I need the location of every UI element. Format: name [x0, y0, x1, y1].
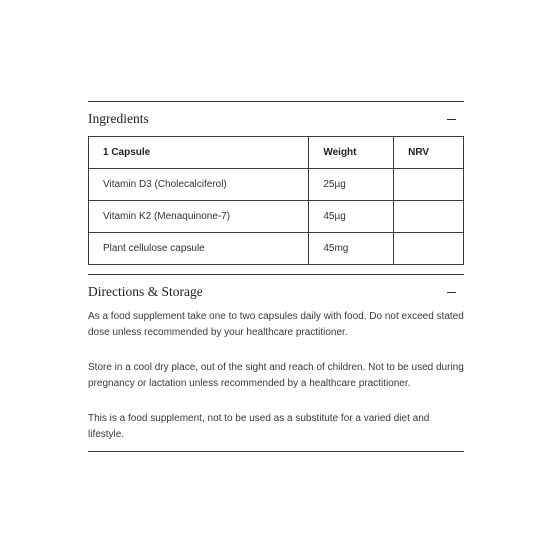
table-row [89, 169, 464, 201]
bottom-divider [88, 451, 464, 452]
ingredients-title: Ingredients [88, 111, 149, 126]
ingredient-weight: 45mg [309, 233, 394, 265]
ingredients-table [88, 136, 464, 265]
table-row [89, 201, 464, 233]
column-header-weight: Weight [309, 137, 394, 169]
ingredient-nrv [394, 233, 464, 265]
storage-paragraph: Store in a cool dry place, out of the sight and reach of children. Not to be used during pregnancy or lactation unless recommended by a healthcare practitioner. [88, 362, 464, 389]
minus-icon[interactable] [447, 292, 456, 293]
ingredient-nrv [394, 169, 464, 201]
product-info-accordion [88, 101, 464, 452]
directions-body [88, 309, 464, 451]
ingredient-weight: 25µg [309, 169, 394, 201]
ingredient-nrv [394, 201, 464, 233]
table-header-row [89, 137, 464, 169]
minus-icon[interactable] [447, 119, 456, 120]
directions-title: Directions & Storage [88, 284, 203, 299]
table-row [89, 233, 464, 265]
directions-paragraph: As a food supplement take one to two capsules daily with food. Do not exceed stated dose unless recommended by your healthcare practitioner. [88, 311, 464, 338]
column-header-nrv: NRV [394, 137, 464, 169]
directions-header[interactable] [88, 275, 464, 309]
ingredient-name: Vitamin D3 (Cholecalciferol) [89, 169, 309, 201]
directions-section [88, 275, 464, 451]
ingredients-header[interactable] [88, 102, 464, 136]
ingredient-name: Vitamin K2 (Menaquinone-7) [89, 201, 309, 233]
ingredient-name: Plant cellulose capsule [89, 233, 309, 265]
disclaimer-paragraph: This is a food supplement, not to be used as a substitute for a varied diet and lifestyle. [88, 413, 430, 440]
ingredient-weight: 45µg [309, 201, 394, 233]
ingredients-section [88, 102, 464, 265]
column-header-capsule: 1 Capsule [89, 137, 309, 169]
